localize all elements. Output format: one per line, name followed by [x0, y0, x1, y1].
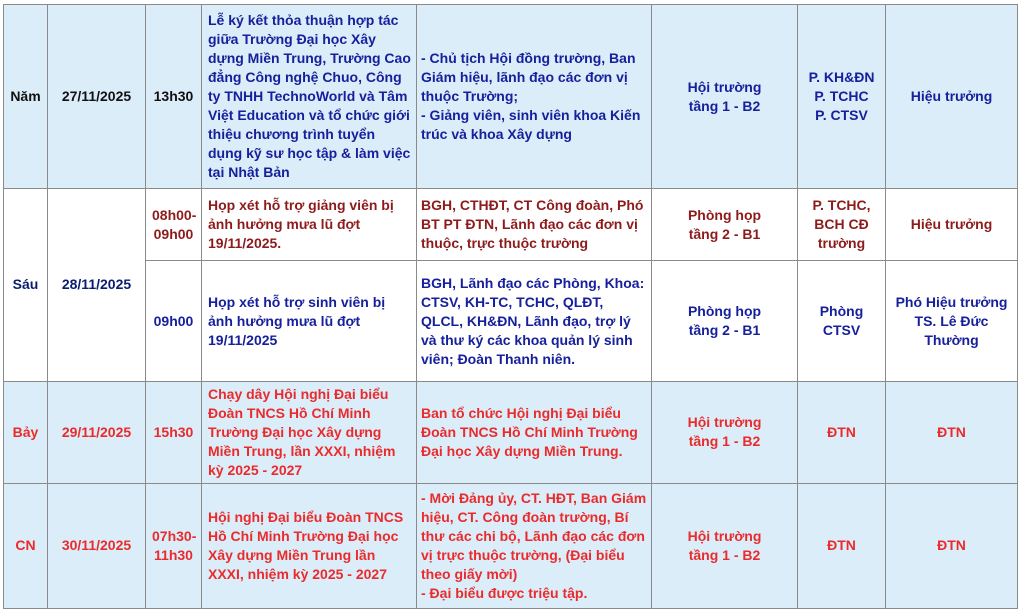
date-cell: 29/11/2025: [48, 381, 146, 483]
participants-cell: BGH, CTHĐT, CT Công đoàn, Phó BT PT ĐTN, Lãnh đạo các đơn vị thuộc, trực thuộc trường: [417, 189, 652, 261]
day-cell: Năm: [4, 5, 48, 189]
chair-cell: Hiệu trưởng: [886, 189, 1018, 261]
table-row: [4, 483, 1018, 608]
participants-line: - Chủ tịch Hội đồng trường, Ban Giám hiệu, lãnh đạo các đơn vị thuộc Trường;: [421, 50, 636, 105]
chair-cell: Phó Hiệu trưởng TS. Lê Đức Thường: [886, 261, 1018, 381]
location-cell: Hội trường tầng 1 - B2: [652, 381, 798, 483]
time-cell: 13h30: [146, 5, 202, 189]
table-row: [4, 381, 1018, 483]
participants-cell: [417, 5, 652, 189]
prep-line: P. TCHC: [814, 88, 869, 105]
location-cell: Hội trường tầng 1 - B2: [652, 483, 798, 608]
time-cell: 07h30-11h30: [146, 483, 202, 608]
content-cell: Chạy dây Hội nghị Đại biểu Đoàn TNCS Hồ Chí Minh Trường Đại học Xây dựng Miền Trung, lần XXXI, nhiệm kỳ 2025 - 2027: [202, 381, 417, 483]
prep-cell: [798, 5, 886, 189]
prep-line: P. KH&ĐN: [808, 69, 875, 86]
participants-line: - Giảng viên, sinh viên khoa Kiến trúc và khoa Xây dựng: [421, 107, 641, 143]
prep-cell: P. TCHC, BCH CĐ trường: [798, 189, 886, 261]
time-cell: 08h00-09h00: [146, 189, 202, 261]
participants-cell: BGH, Lãnh đạo các Phòng, Khoa: CTSV, KH-TC, TCHC, QLĐT, QLCL, KH&ĐN, Lãnh đạo, trợ lý và thư ký các khoa quản lý sinh viên; Đoàn Thanh niên.: [417, 261, 652, 381]
date-cell: 30/11/2025: [48, 483, 146, 608]
table-row: [4, 189, 1018, 261]
participants-line: - Đại biểu được triệu tập.: [421, 584, 588, 601]
participants-line: - Mời Đảng ủy, CT. HĐT, Ban Giám hiệu, CT. Công đoàn trường, Bí thư các chi bộ, Lãnh đạo các đơn vị trực thuộc trường, (Đại biểu theo giấy mời): [421, 489, 647, 582]
time-cell: 15h30: [146, 381, 202, 483]
prep-line: P. CTSV: [815, 107, 868, 124]
day-cell: Bảy: [4, 381, 48, 483]
chair-cell: ĐTN: [886, 483, 1018, 608]
content-cell: Hội nghị Đại biểu Đoàn TNCS Hồ Chí Minh Trường Đại học Xây dựng Miền Trung lần XXXI, nhiệm kỳ 2025 - 2027: [202, 483, 417, 608]
location-cell: Hội trường tầng 1 - B2: [652, 5, 798, 189]
location-cell: Phòng họp tầng 2 - B1: [652, 189, 798, 261]
content-cell: Lễ ký kết thỏa thuận hợp tác giữa Trường Đại học Xây dựng Miền Trung, Trường Cao đẳng Công nghệ Chuo, Công ty TNHH TechnoWorld và Tâm Việt Education và tổ chức giới thiệu chương trình tuyển dụng kỹ sư học tập & làm việc tại Nhật Bản: [202, 5, 417, 189]
content-cell: Họp xét hỗ trợ sinh viên bị ảnh hưởng mưa lũ đợt 19/11/2025: [202, 261, 417, 381]
day-cell: Sáu: [4, 189, 48, 381]
schedule-table: [3, 4, 1018, 609]
prep-cell: ĐTN: [798, 483, 886, 608]
chair-cell: Hiệu trưởng: [886, 5, 1018, 189]
date-cell: 28/11/2025: [48, 189, 146, 381]
day-cell: CN: [4, 483, 48, 608]
table-row: [4, 261, 1018, 381]
table-row: [4, 5, 1018, 189]
date-cell: 27/11/2025: [48, 5, 146, 189]
prep-cell: ĐTN: [798, 381, 886, 483]
location-cell: Phòng họp tầng 2 - B1: [652, 261, 798, 381]
participants-cell: [417, 483, 652, 608]
content-cell: Họp xét hỗ trợ giảng viên bị ảnh hưởng mưa lũ đợt 19/11/2025.: [202, 189, 417, 261]
chair-cell: ĐTN: [886, 381, 1018, 483]
time-cell: 09h00: [146, 261, 202, 381]
prep-cell: Phòng CTSV: [798, 261, 886, 381]
participants-cell: Ban tổ chức Hội nghị Đại biểu Đoàn TNCS Hồ Chí Minh Trường Đại học Xây dựng Miền Trung.: [417, 381, 652, 483]
